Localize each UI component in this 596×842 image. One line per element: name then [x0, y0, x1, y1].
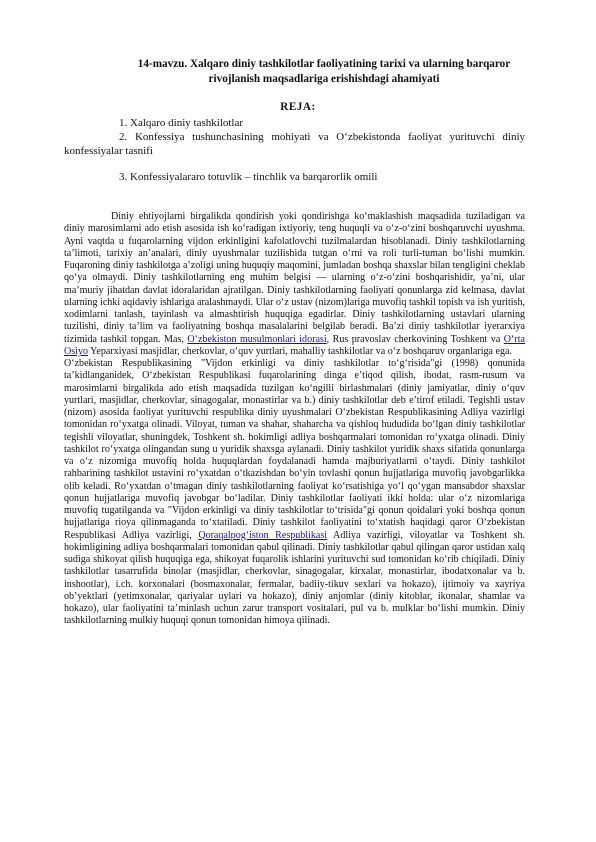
paragraph-1-text-a: Diniy ehtiyojlarni birgalikda qondirish yoki qondirishga ko‘maklashish maqsadida tuziladigan va diniy marosimlarni ado etish asosida ish ko‘radigan ixtiyoriy, teng huquqli va o‘z-o‘zini boshqaruvchi uyushma. Ayni vaqtda u fuqarolarning vijdon erkinligini kafolatlovchi tuzilmalardan hisoblanadi. Diniy tashkilotlarning ta’limoti, tarixiy an’analari, diniy uyushmalar tuzilishida tutgan o‘rni va roli turli-tuman bo‘lishi mumkin. Fuqaroning diniy tashkilotga a’zoligi uning huquqiy maqomini, jumladan boshqa shaxslar bilan tengligini cheklab qo‘ya olmaydi. Diniy tashkilotlarning eng muhim belgisi — ularning o‘z-o‘zini boshqarishidir, ya’ni, ular ma’muriy jihatdan davlat idoralaridan ajratilgan. Diniy tashkilotlarning faoliyati qonunlarga zid kelmasa, davlat ularning ichki aqidaviy ishlariga aralashmaydi. Ular o‘z ustav (nizom)lariga muvofiq tashkil topish va ish yuritish, xodimlarni tanlash, tayinlash va almashtirish huquqiga egadirlar. Diniy tashkilotlarning ustavlari ularning tuzilishi, diniy ta’lim va faoliyatning boshqa masalalarini belgilab beradi. Ba’zi diniy tashkilotlar iyerarxiya tizimida tashkil topgan. Mas,	[64, 211, 525, 345]
document-body	[64, 211, 525, 628]
paragraph-1	[64, 211, 525, 358]
paragraph-2	[64, 358, 525, 628]
paragraph-1-text-c: Yeparxiyasi masjidlar, cherkovlar, o‘quv yurtlari, mahalliy tashkilotlar va o‘z boshqaruv organlariga ega.	[88, 345, 512, 357]
document-title: 14-mavzu. Xalqaro diniy tashkilotlar faoliyatining tarixi va ularning barqaror rivojlanish maqsadlariga erishishdagi ahamiyati	[137, 58, 511, 85]
link-muslim-board[interactable]: O‘zbekiston musulmonlari idorasi	[187, 333, 327, 345]
plan-heading: REJA:	[280, 101, 316, 113]
paragraph-2-text-b: Adliya vazirligi, viloyatlar va Toshkent sh. hokimligining adliya boshqarmalari tomonidan qabul qilinadi. Diniy tashkilotlar qabul qilingan qaror ustidan xalq sudiga shikoyat qilish huquqiga ega, shikoyat fuqarolik ishlarini yurituvchi sud tomonidan ko‘rib chiqiladi. Diniy tashkilotlar tasarrufida binolar (masjidlar, cherkovlar, sinagogalar, kirxalar, monastirlar, ibodatxonalar va b. inshootlar), i.ch. korxonalari (bosmaxonalar, fermalar, badiiy-tikuv sexlari va hokazo), ijtimoiy va xayriya ob’yektlari (yetimxonalar, qariyalar uylari va hokazo), diniy anjomlar (diniy kitoblar, ikonalar, shamlar va hokazo), ular faoliyatini ta’minlash uchun zarur transport vositalari, pul va b. mulklar bo‘lishi mumkin. Diniy tashkilotlarning mulkiy huquqi qonun tomonidan himoya qilinadi.	[64, 529, 526, 627]
plan-item-1: 1. Xalqaro diniy tashkilotlar	[119, 117, 244, 129]
link-central-asia[interactable]: O‘rta Osiyo	[64, 333, 525, 357]
link-karakalpakstan[interactable]: Qoraqalpog‘iston Respublikasi	[198, 529, 328, 541]
paragraph-2-text-a: O‘zbekistan Respublikasining "Vijdon erkinligi va diniy tashkilotlar to‘g‘risida"gi (1998) qonunida ta’kidlanganidek, O‘zbekistan Respublikasi fuqarolarining dinga e’tiqod qilish, ibodat, rasm-rusum va marosimlarni birgalikda ado etish maqsadida tuzilgan ko‘ngilli birlashmalari (diniy jamiyatlar, diniy o‘quv yurtlari, masjidlar, cherkovlar, sinagogalar, monastirlar va b.) diniy tashkilotlar deb e’tirof etiladi. Tegishli ustav (nizom) asosida faoliyat yurituvchi respublika diniy uyushmalari O‘zbekistan Respublikasining Adliya vazirligi tomonidan ro‘yxatga olinadi. Viloyat, tuman va shahar, shaharcha va qishloq hududida bo‘lgan diniy tashkilotlar tegishli viloyatlar, shuningdek, Toshkent sh. hokimligi adliya boshqarmalari tomonidan ro‘yxatga olinadi. Diniy tashkilot ro‘yxatga olingandan sung u yuridik shaxsga aylanadi. Diniy tashkilot yuridik shaxs sifatida qonunlarga va o‘z nizomiga muvofiq holda huquqlardan foydalanadi hamda majburiyatlarni o‘taydi. Diniy tashkilot rahbarining tashkilot ustavini ro‘yxatdan o‘tkazishdan bo‘yin tovlashi qonun hujjatlariga muvofiq javobgarlikka olib keladi. Ro‘yxatdan o‘tmagan diniy tashkilotlarning faoliyat ko‘rsatishiga yo‘l qo‘ygan mansabdor shaxslar qonun hujjatlariga muvofiq javobgar bo‘ladilar. Diniy tashkilotlar faoliyati ikki holda: ular o‘z nizomlariga muvofiq tugatilganda va "Vijdon erkinligi va diniy tashkilotlar to‘trisida"gi qonun qoidalari yoki boshqa qonun hujjatlariga rioya qilinmaganda to‘xtatiladi. Diniy tashkilot faoliyatini to‘xtatish haqidagi qaror O‘zbekistan Respublikasi Adliya vazirligi,	[64, 358, 525, 541]
paragraph-1-text-b: , Rus pravoslav cherkovining Toshkent va	[326, 333, 501, 345]
plan-item-2: 2. Konfessiya tushunchasining mohiyati va O‘zbekistonda faoliyat yurituvchi diniy konfessiyalar tasnifi	[64, 131, 525, 157]
plan-item-3: 3. Konfessiyalararo totuvlik – tinchlik va barqarorlik omili	[119, 171, 378, 183]
